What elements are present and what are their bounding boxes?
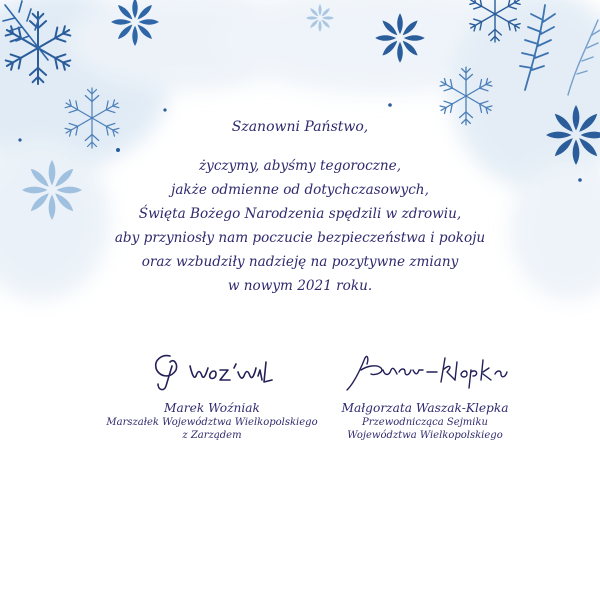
snowflake-icon xyxy=(546,105,600,165)
snowflake-icon xyxy=(306,4,334,32)
snowflake-icon xyxy=(468,0,523,42)
wish-line: jakże odmienne od dotychczasowych, xyxy=(171,182,429,198)
signatory-role: z Zarządem xyxy=(182,430,242,441)
wishes-paragraph xyxy=(50,154,550,298)
signature-block-right xyxy=(305,348,545,442)
greeting-salutation: Szanowni Państwo, xyxy=(231,119,369,135)
signatory-role: Marszałek Województwa Wielkopolskiego xyxy=(106,417,318,428)
fern-branch-icon xyxy=(3,1,48,60)
fern-branch-icon xyxy=(568,20,600,95)
snowflake-icon xyxy=(3,12,73,84)
wish-line: oraz wzbudziły nadzieję na pozytywne zmiany xyxy=(141,254,459,270)
signatory-role: Przewodnicząca Sejmiku xyxy=(362,417,488,428)
fern-branch-icon xyxy=(520,5,555,90)
greeting-text-block xyxy=(50,117,550,298)
handwritten-signature xyxy=(92,348,332,396)
wish-line: aby przyniosły nam poczucie bezpieczeństwa i pokoju xyxy=(114,230,486,246)
wish-line: w nowym 2021 roku. xyxy=(227,278,373,294)
snowflake-icon xyxy=(375,13,425,63)
signatory-name: Małgorzata Waszak-Klepka xyxy=(341,401,509,415)
handwritten-signature xyxy=(305,348,545,396)
signature-block-left xyxy=(92,348,332,442)
signatory-role: Województwa Wielkopolskiego xyxy=(347,430,503,441)
wish-line: życzymy, abyśmy tegoroczne, xyxy=(198,158,402,174)
snowflake-icon xyxy=(111,0,159,46)
signatory-name: Marek Woźniak xyxy=(164,401,260,415)
wish-line: Święta Bożego Narodzenia spędzili w zdrowiu, xyxy=(138,206,462,222)
